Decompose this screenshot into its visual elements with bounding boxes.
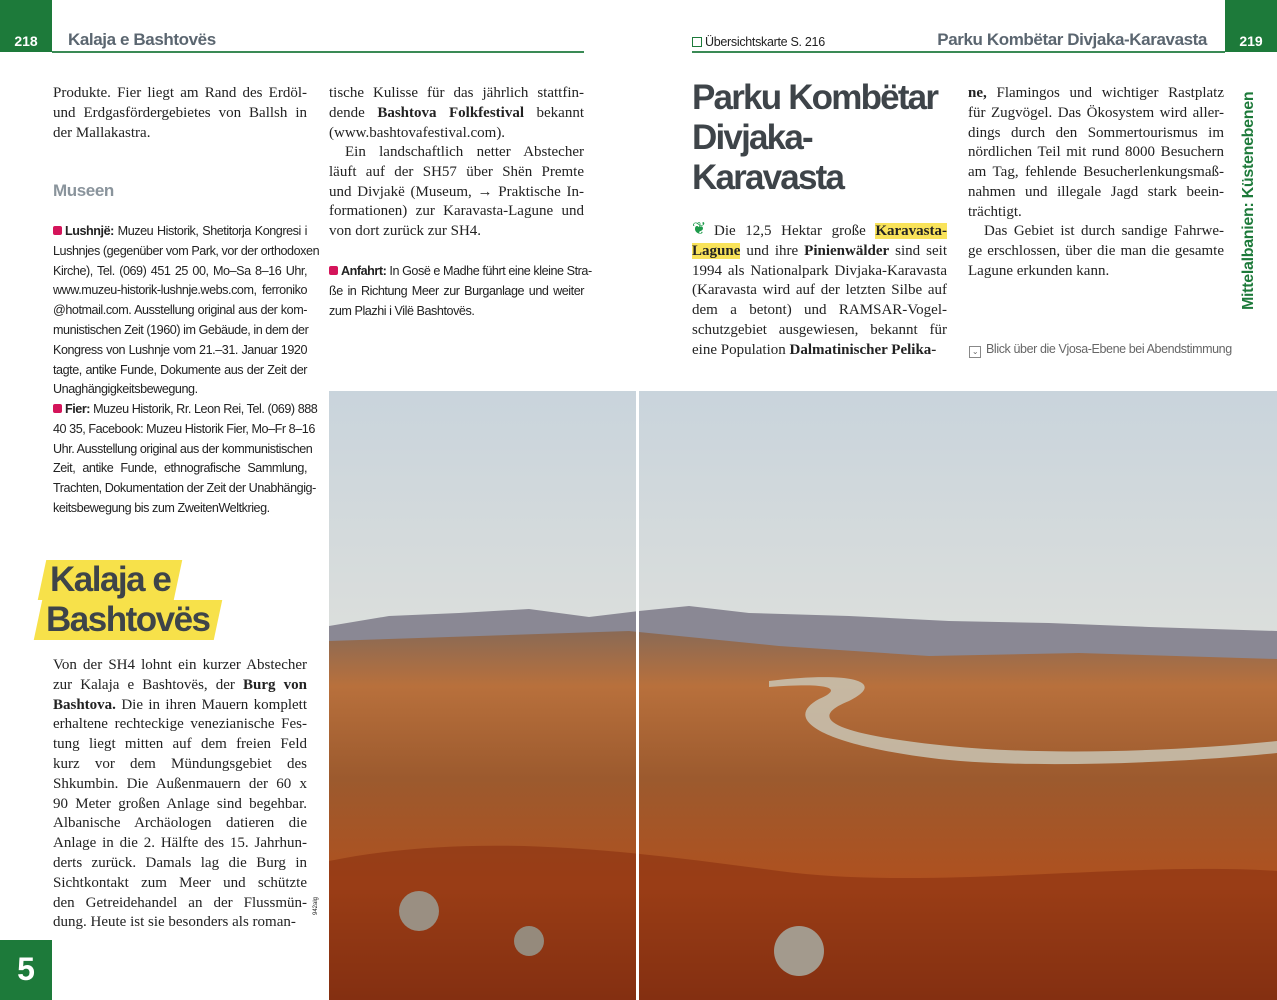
section-title (38, 560, 218, 640)
text-line: (Karavasta wird auf der letzten Silbe auf (692, 282, 947, 299)
text-line: Lagune und ihre Pinienwälder sind seit (692, 242, 947, 259)
text-line: www.muzeu-historik-lushnje.webs.com, ferroniko (53, 283, 307, 298)
museum-lushnje (53, 222, 320, 400)
text-line: von dort zurück zur SH4. (329, 223, 482, 240)
museum-fier (53, 400, 318, 519)
side-tab: Mittelalbanien: Küstenebenen (1240, 91, 1257, 310)
text-line: nördlichen Teil mit rund 8000 Besuchern (968, 144, 1224, 161)
directions-box (329, 262, 592, 321)
page-title: Parku Kombëtar Divjaka- Karavasta (692, 78, 938, 197)
text-line: ne, Flamingos und wichtiger Rastplatz (968, 85, 1224, 101)
text-line: (www.bashtovafestival.com). (329, 124, 506, 141)
text-line: Das Gebiet ist durch sandige Fahrwe- (984, 223, 1224, 239)
text-line: @hotmail.com. Ausstellung original aus der kom- (53, 303, 307, 318)
gutter (636, 391, 639, 1000)
text-line: und Divjakë (Museum, → Praktische In- (329, 183, 584, 200)
text-line: tagte, antike Funde, Dokumente aus der Zeit der (53, 362, 307, 377)
text-line: Albanische Archäologen datieren die (53, 815, 307, 832)
info-label: Lushnjë: (65, 224, 118, 238)
text-line: Unaghängigkeitsbewegung. (53, 382, 198, 397)
magenta-square-icon (329, 266, 338, 275)
text-line: Die 12,5 Hektar große Karavasta- (714, 223, 947, 239)
header-rule-left (52, 51, 584, 53)
text-line: 1994 als Nationalpark Divjaka-Karavasta (692, 262, 947, 279)
text-line: ge erschlossen, über die man die gesamte (968, 242, 1224, 259)
header-rule-right (692, 51, 1225, 53)
text-line: Shkumbin. Die Außenmauern der 60 x (53, 775, 307, 792)
text-line: und Erdgasfördergebietes von Ballsh in (53, 104, 307, 121)
page-number-left: 218 (0, 0, 52, 52)
text-line: 40 35, Facebook: Muzeu Historik Fier, Mo–Fr 8–16 (53, 421, 315, 436)
museums-heading: Museen (53, 181, 114, 200)
title-highlight: Kalaja e (38, 560, 183, 600)
text-line: eine Population Dalmatinischer Pelika- (692, 341, 937, 358)
text-line: Uhr. Ausstellung original aus der kommunistischen (53, 441, 313, 456)
text-line: formationen) zur Karavasta-Lagune und (329, 203, 584, 220)
square-outline-icon (692, 37, 702, 47)
title-highlight: Bashtovës (34, 600, 222, 640)
text-line: derts zurück. Damals lag die Burg in (53, 854, 307, 871)
text-line: dem a betont) und RAMSAR-Vogel- (692, 302, 947, 319)
chapter-tab: 5 (0, 940, 52, 1000)
text-line: 90 Meter großen Anlage sind begehbar. (53, 795, 307, 812)
text-line: erhaltene rechteckige venezianische Fes- (53, 716, 307, 733)
text-line: der Mallakastra. (53, 124, 151, 141)
text-line: zum Plazhi i Vilë Bashtovës. (329, 303, 475, 318)
text-line: ße in Richtung Meer zur Burganlage und weiter (329, 283, 584, 298)
text-line: dung. Heute ist sie besonders als roman- (53, 914, 296, 931)
text-line: Zeit, antike Funde, ethnografische Sammlung, (53, 461, 307, 476)
magenta-square-icon (53, 226, 62, 235)
text-line: Lushnjë: Muzeu Historik, Shetitorja Kongresi i (53, 222, 307, 242)
text-line: Anlage in die 2. Hälfte des 15. Jahrhun- (53, 835, 307, 852)
page-number-right: 219 (1225, 0, 1277, 52)
running-head-left: Kalaja e Bashtovës (68, 30, 216, 49)
text-line: läuft auf der SH57 über Shën Premte (329, 163, 584, 180)
text-line: nahmen und illegale Jagd stark beein- (968, 183, 1224, 200)
text-line: Kongress von Lushnje vom 21.–31. Januar 1920 (53, 342, 307, 357)
section-body (53, 656, 307, 933)
photo-caption: ⌄ Blick über die Vjosa-Ebene bei Abendstimmung (969, 342, 1232, 358)
text-line: dings durch den Sommertourismus im (968, 124, 1224, 141)
text-line: Lagune erkunden kann. (968, 262, 1110, 279)
text-line: Lushnjes (gegenüber vom Park, vor der orthodoxen (53, 243, 320, 258)
info-label: Fier: (65, 402, 94, 416)
map-reference: Übersichtskarte S. 216 (692, 35, 825, 49)
text-line: munistischen Zeit (1960) im Gebäude, in dem der (53, 322, 309, 337)
intro-text (53, 84, 307, 143)
park-text-3 (968, 222, 1224, 281)
butterfly-icon: ❦ (692, 219, 707, 238)
text-line: am Tag, fehlende Besucherlenkungsmaß- (968, 164, 1224, 181)
caption-arrow-icon: ⌄ (969, 346, 981, 358)
info-label: Anfahrt: (341, 264, 390, 278)
text-line: kurz vor dem Mündungsgebiet des (53, 755, 307, 772)
magenta-square-icon (53, 404, 62, 413)
text-line: Anfahrt: In Gosë e Madhe führt eine kleine Stra- (329, 262, 584, 282)
park-text (692, 222, 947, 361)
photo-credit: 942alg (313, 896, 319, 915)
text-line: Ein landschaftlich netter Abstecher (345, 144, 584, 160)
text-line: dende Bashtova Folkfestival bekannt (329, 104, 584, 121)
text-line: zur Kalaja e Bashtovës, der Burg von (53, 676, 307, 693)
text-line: Fier: Muzeu Historik, Rr. Leon Rei, Tel. (069) 888 (53, 400, 307, 420)
text-line: Produkte. Fier liegt am Rand des Erdöl- (53, 85, 307, 101)
text-line: den Getreidehandel an der Flussmün- (53, 894, 307, 911)
landscape-photo (329, 391, 1277, 1000)
running-head-right: Parku Kombëtar Divjaka-Karavasta (937, 30, 1207, 49)
park-text-2 (968, 84, 1224, 223)
text-line: trächtigt. (968, 203, 1022, 220)
text-line: Von der SH4 lohnt ein kurzer Abstecher (53, 657, 307, 673)
text-line: Bashtova. Die in ihren Mauern komplett (53, 696, 307, 713)
text-line: Kirche), Tel. (069) 451 25 00, Mo–Sa 8–16 Uhr, (53, 263, 307, 278)
text-line: Sichtkontakt zum Meer und schützte (53, 874, 307, 891)
text-line: schutzgebiet ausgewiesen, bekannt für (692, 321, 947, 338)
column2-text-2 (329, 143, 584, 242)
column2-text (329, 84, 584, 143)
text-line: Trachten, Dokumentation der Zeit der Unabhängig- (53, 481, 316, 496)
text-line: für Zugvögel. Das Ökosystem wird aller- (968, 104, 1224, 121)
text-line: keitsbewegung bis zum ZweitenWeltkrieg. (53, 500, 270, 515)
text-line: tung liegt mitten auf dem freien Feld (53, 736, 307, 753)
text-line: tische Kulisse für das jährlich stattfin- (329, 85, 584, 101)
